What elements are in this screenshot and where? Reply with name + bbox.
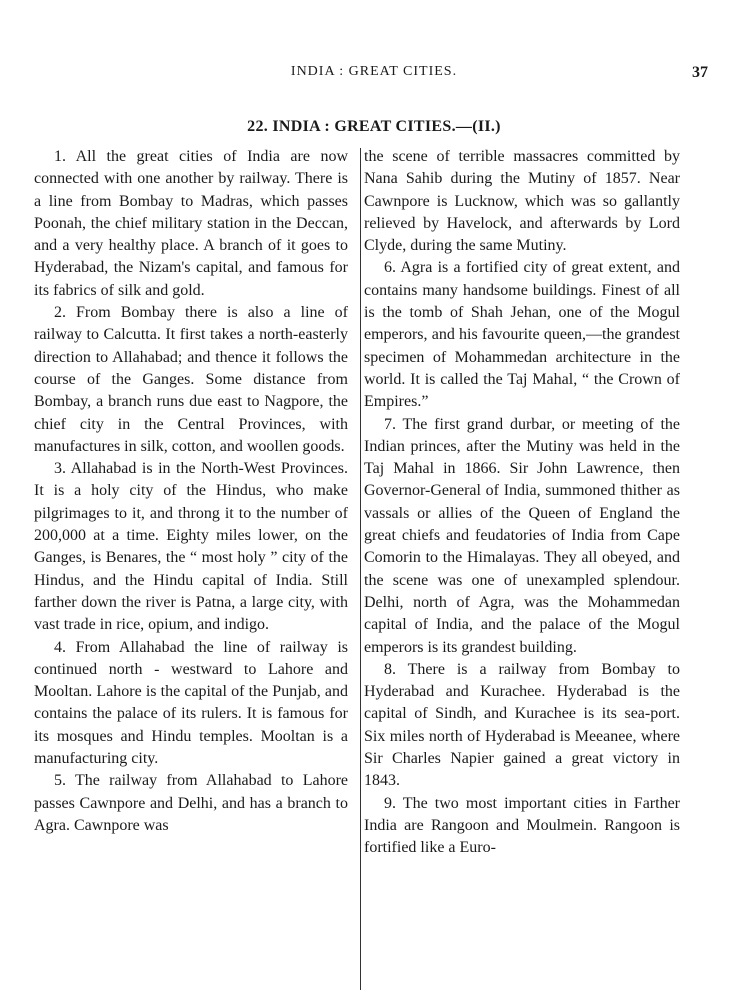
paragraph-6: 6. Agra is a fortified city of great extent, and contains many handsome buildings. Finest of all is the tomb of Shah Jehan, one of the Mogul emperors, and his favourite queen,—the grandest specimen of Mohammedan architecture in the world. It is called the Taj Mahal, “ the Crown of Empires.”: [364, 259, 680, 411]
page-number: 37: [692, 64, 708, 81]
section-title: 22. INDIA : GREAT CITIES.—(II.): [247, 118, 501, 135]
page-header: [40, 64, 708, 84]
paragraph-8: 8. There is a railway from Bombay to Hyderabad and Kurachee. Hyderabad is the capital of Sindh, and Kurachee is its sea-port. Six miles north of Hyderabad is Meeanee, where Sir Charles Napier gained a great victory in 1843.: [364, 660, 680, 790]
running-title: INDIA : GREAT CITIES.: [290, 64, 458, 79]
column-divider: [360, 148, 361, 990]
paragraph-5-continuation: the scene of terrible massacres committed by Nana Sahib during the Mutiny of 1857. Near Cawnpore is Lucknow, which was so gallantly relieved by Havelock, and afterwards by Lord Clyde, during the same Mutiny.: [364, 148, 680, 255]
paragraph-1: 1. All the great cities of India are now connected with one another by railway. There is a line from Bombay to Madras, which passes Poonah, the chief military station in the Deccan, and a very healthy place. A branch of it goes to Hyderabad, the Nizam's capital, and famous for its fabrics of silk and gold.: [34, 148, 348, 299]
paragraph-5: 5. The railway from Allahabad to Lahore passes Cawnpore and Delhi, and has a branch to Agra. Cawnpore was: [34, 772, 348, 834]
paragraph-9: 9. The two most important cities in Farther India are Rangoon and Moulmein. Rangoon is fortified like a Euro-: [364, 794, 680, 857]
paragraph-7: 7. The first grand durbar, or meeting of the Indian princes, after the Mutiny was held in the Taj Mahal in 1866. Sir John Lawrence, then Governor-General of India, summoned thither as vassals or allies of the Queen of England the great chiefs and feudatories of India from Cape Comorin to the Himalayas. They all obeyed, and the scene was one of unexampled splendour. Delhi, north of Agra, was the Mohammedan capital of India, and the palace of the Mogul emperors is its grandest building.: [364, 415, 680, 656]
left-column: [34, 146, 348, 837]
paragraph-3: 3. Allahabad is in the North-West Provinces. It is a holy city of the Hindus, who make pilgrimages to it, and throng it to the number of 200,000 at a time. Eighty miles lower, on the Ganges, is Benares, the “ most holy ” city of the Hindus, and the Hindu capital of India. Still farther down the river is Patna, a large city, with vast trade in rice, opium, and indigo.: [34, 460, 348, 634]
paragraph-4: 4. From Allahabad the line of railway is continued north - westward to Lahore and Mooltan. Lahore is the capital of the Punjab, and contains the palace of its rulers. It is famous for its mosques and Hindu temples. Mooltan is a manufacturing city.: [34, 638, 348, 768]
right-column: [364, 146, 680, 860]
paragraph-2: 2. From Bombay there is also a line of railway to Calcutta. It first takes a north-easterly direction to Allahabad; and thence it follows the course of the Ganges. Some distance from Bombay, a branch runs due east to Nagpore, the chief city in the Central Provinces, with manufactures in silk, cotton, and woollen goods.: [34, 304, 348, 455]
